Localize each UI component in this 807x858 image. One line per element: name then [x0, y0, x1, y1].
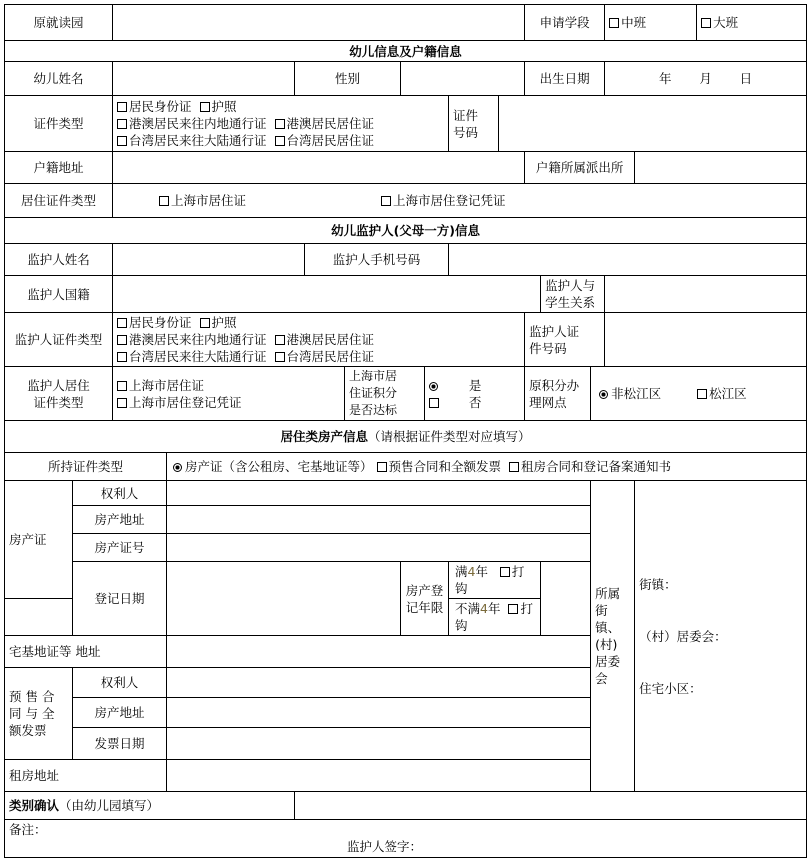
guardian-id-option[interactable]: 居民身份证 — [117, 315, 192, 330]
residence-option[interactable]: 上海市居住证 — [117, 192, 381, 209]
child-id-type-options — [113, 96, 449, 152]
community-label[interactable]: 住宅小区： — [639, 680, 702, 696]
birth-date-input[interactable]: 年 月 日 — [605, 62, 807, 96]
owner-label: 权利人 — [73, 481, 167, 506]
grade-middle-option[interactable]: 中班 — [605, 5, 697, 41]
cert-number-label: 房产证号 — [73, 534, 167, 562]
street-label[interactable]: 街镇： — [639, 576, 677, 592]
owner-input[interactable] — [167, 481, 591, 506]
property-cert-label-tail — [5, 599, 73, 636]
guardian-id-option[interactable]: 港澳居民居住证 — [275, 332, 375, 347]
grade-senior-option[interactable]: 大班 — [697, 5, 807, 41]
checkbox-icon — [275, 136, 285, 146]
checkbox-icon — [697, 389, 707, 399]
radio-selected-icon — [429, 382, 438, 391]
hukou-address-label: 户籍地址 — [5, 152, 113, 184]
guardian-phone-input[interactable] — [449, 244, 807, 276]
guardian-id-option[interactable]: 护照 — [200, 315, 237, 330]
cert-type-options — [167, 453, 807, 481]
child-id-number-input[interactable] — [499, 96, 807, 152]
child-id-option[interactable]: 台湾居民居住证 — [275, 133, 375, 148]
rent-address-input[interactable] — [167, 760, 591, 792]
guardian-name-input[interactable] — [113, 244, 305, 276]
gender-label: 性别 — [295, 62, 401, 96]
birth-date-label: 出生日期 — [525, 62, 605, 96]
remarks-label: 备注： — [9, 822, 47, 837]
checkbox-icon — [609, 18, 619, 28]
property-cert-label: 房产证 — [5, 481, 73, 599]
checkbox-icon — [381, 196, 391, 206]
checkbox-icon — [200, 102, 210, 112]
full-years-option[interactable]: 满4年 打钩 — [449, 562, 541, 599]
apply-grade-label: 申请学段 — [525, 5, 605, 41]
points-yes-option[interactable]: 是 — [429, 377, 520, 394]
points-no-option[interactable]: 否 — [429, 394, 520, 411]
remarks-area[interactable] — [5, 820, 807, 858]
gender-input[interactable] — [401, 62, 525, 96]
child-id-option[interactable]: 港澳居民来往内地通行证 — [117, 116, 267, 131]
office-option-non-songjiang[interactable]: 非松江区 — [595, 385, 697, 402]
committee-label[interactable]: （村）居委会： — [639, 628, 727, 644]
guardian-id-type-options — [113, 313, 525, 367]
hukou-address-input[interactable] — [113, 152, 525, 184]
guardian-residence-options — [113, 367, 345, 421]
checkbox-icon — [117, 119, 127, 129]
guardian-id-option[interactable]: 台湾居民居住证 — [275, 349, 375, 364]
office-option-songjiang[interactable]: 松江区 — [697, 386, 747, 401]
invoice-date-label: 发票日期 — [73, 728, 167, 760]
radio-selected-icon — [173, 463, 182, 472]
guardian-nationality-input[interactable] — [113, 276, 541, 313]
housing-section-title: 居住类房产信息（请根据证件类型对应填写） — [5, 421, 807, 453]
child-name-input[interactable] — [113, 62, 295, 96]
presale-owner-input[interactable] — [167, 668, 591, 698]
cert-number-input[interactable] — [167, 534, 591, 562]
guardian-residence-type-label: 监护人居住 证件类型 — [5, 367, 113, 421]
district-input — [635, 481, 807, 792]
guardian-residence-option[interactable]: 上海市居住登记凭证 — [117, 394, 340, 411]
checkbox-icon — [508, 604, 518, 614]
guardian-id-option[interactable]: 台湾居民来往大陆通行证 — [117, 349, 267, 364]
child-id-option[interactable]: 居民身份证 — [117, 99, 192, 114]
checkbox-icon — [200, 318, 210, 328]
child-section-title: 幼儿信息及户籍信息 — [5, 41, 807, 62]
guardian-name-label: 监护人姓名 — [5, 244, 113, 276]
checkbox-icon — [117, 136, 127, 146]
presale-label: 预 售 合 同 与 全 额发票 — [5, 668, 73, 760]
guardian-id-option[interactable]: 港澳居民来往内地通行证 — [117, 332, 267, 347]
rent-address-label: 租房地址 — [5, 760, 167, 792]
checkbox-icon — [429, 398, 439, 408]
property-address-input[interactable] — [167, 506, 591, 534]
checkbox-icon — [377, 462, 387, 472]
child-id-option[interactable]: 台湾居民来往大陆通行证 — [117, 133, 267, 148]
checkbox-icon — [500, 567, 510, 577]
checkbox-icon — [275, 335, 285, 345]
checkbox-icon — [117, 102, 127, 112]
property-address-label: 房产地址 — [73, 506, 167, 534]
guardian-id-type-label: 监护人证件类型 — [5, 313, 113, 367]
guardian-id-number-input[interactable] — [605, 313, 807, 367]
checkbox-icon — [117, 398, 127, 408]
checkbox-icon — [117, 381, 127, 391]
signature-label: 监护人签字： — [347, 839, 423, 854]
child-id-number-label: 证件 号码 — [449, 96, 499, 152]
presale-address-label: 房产地址 — [73, 698, 167, 728]
residence-type-options — [113, 184, 807, 218]
guardian-residence-option[interactable]: 上海市居住证 — [117, 377, 340, 394]
category-confirm-label: 类别确认（由幼儿园填写） — [5, 792, 295, 820]
hukou-police-input[interactable] — [635, 152, 807, 184]
presale-address-input[interactable] — [167, 698, 591, 728]
guardian-nationality-label: 监护人国籍 — [5, 276, 113, 313]
category-confirm-input[interactable] — [295, 792, 807, 820]
checkbox-icon — [117, 318, 127, 328]
guardian-relation-input[interactable] — [605, 276, 807, 313]
homestead-input[interactable] — [167, 636, 591, 668]
cert-type-label: 所持证件类型 — [5, 453, 167, 481]
points-label: 上海市居 住证积分 是否达标 — [345, 367, 425, 421]
checkbox-icon — [117, 335, 127, 345]
homestead-label: 宅基地证等 地址 — [5, 636, 167, 668]
residence-type-label: 居住证件类型 — [5, 184, 113, 218]
child-id-option[interactable]: 港澳居民居住证 — [275, 116, 375, 131]
checkbox-icon — [275, 119, 285, 129]
form-table — [4, 4, 807, 858]
original-kindergarten-input[interactable] — [113, 5, 525, 41]
cert-option-presale[interactable]: 预售合同和全额发票 — [377, 459, 502, 474]
guardian-phone-label: 监护人手机号码 — [305, 244, 449, 276]
hukou-police-label: 户籍所属派出所 — [525, 152, 635, 184]
reg-date-input[interactable] — [167, 562, 401, 636]
child-id-option[interactable]: 护照 — [200, 99, 237, 114]
reg-date-label: 登记日期 — [73, 562, 167, 636]
guardian-relation-label: 监护人与 学生关系 — [541, 276, 605, 313]
office-options — [591, 367, 807, 421]
child-id-type-label: 证件类型 — [5, 96, 113, 152]
points-options — [425, 367, 525, 421]
invoice-date-input[interactable] — [167, 728, 591, 760]
under-years-option[interactable]: 不满4年 打钩 — [449, 599, 541, 636]
original-kindergarten-label: 原就读园 — [5, 5, 113, 41]
guardian-section-title: 幼儿监护人(父母一方)信息 — [5, 218, 807, 244]
presale-owner-label: 权利人 — [73, 668, 167, 698]
cert-option-property[interactable]: 房产证（含公租房、宅基地证等） — [173, 459, 373, 474]
cert-option-rental[interactable]: 租房合同和登记备案通知书 — [509, 459, 671, 474]
checkbox-icon — [275, 352, 285, 362]
radio-selected-icon — [599, 390, 608, 399]
checkbox-icon — [117, 352, 127, 362]
office-label: 原积分办 理网点 — [525, 367, 591, 421]
checkbox-icon — [701, 18, 711, 28]
reg-years-label: 房产登 记年限 — [401, 562, 449, 636]
residence-option[interactable]: 上海市居住登记凭证 — [381, 193, 506, 208]
checkbox-icon — [509, 462, 519, 472]
checkbox-icon — [159, 196, 169, 206]
guardian-id-number-label: 监护人证 件号码 — [525, 313, 605, 367]
child-name-label: 幼儿姓名 — [5, 62, 113, 96]
district-label: 所属街 镇、(村) 居委会 — [591, 481, 635, 792]
